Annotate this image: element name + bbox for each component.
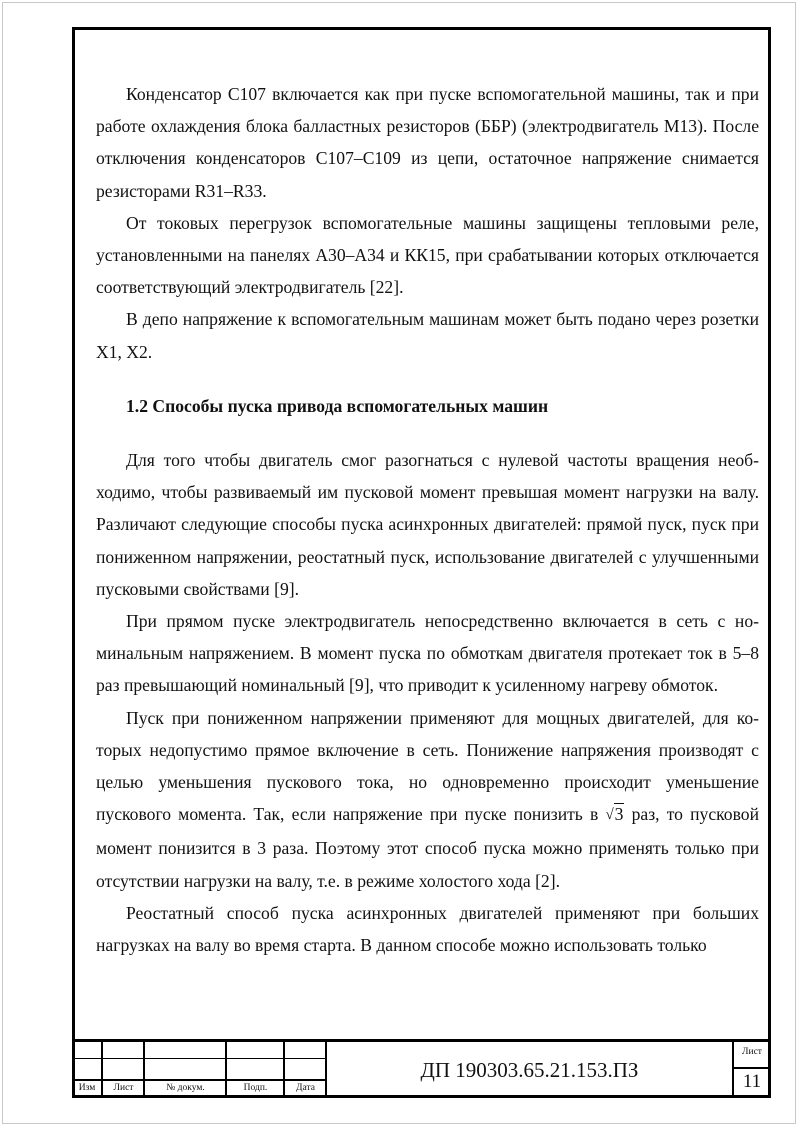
paragraph: Реостатный способ пуска асинхронных двигателей применяют при больших нагрузках на валу во время старта. В данном способе можно использовать только xyxy=(96,902,759,956)
col-label-date: Дата xyxy=(296,1083,315,1093)
page-body xyxy=(96,78,759,961)
section-heading: 1.2 Способы пуска привода вспомогательных машин xyxy=(126,395,549,416)
paragraph: От токовых перегрузок вспомогательные машины защищены тепловыми реле, установленными на панелях А30–А34 и КК15, при срабатывании которых отключается соответствующий электродвигатель [22]. xyxy=(96,212,759,298)
title-block xyxy=(72,1039,771,1098)
radicand: 3 xyxy=(614,804,624,825)
sheet-number: 11 xyxy=(742,1071,762,1092)
paragraph-text: Пуск при пониженном напряжении применяют для мощных двигателей, для которых недопустимо прямое включение в сеть. Понижение напряжения производят с целью уменьшения пускового тока, но одновременно происходит уменьшение пускового момента. Так, если напряжение при пуске понизить в xyxy=(96,707,759,825)
sheet-cell-divider xyxy=(733,1067,771,1069)
title-block-row-line xyxy=(72,1058,326,1059)
paragraph: При прямом пуске электродвигатель непосредственно включается в сеть с номинальным напряжением. В момент пуска по обмоткам двигателя протекает ток в 5–8 раз превышающий номинальный [9], что приводит к усиленному нагреву обмоток. xyxy=(96,611,759,696)
col-label-izm: Изм xyxy=(78,1083,96,1093)
paragraph-text: раз, то пусковой момент понизится в 3 раза. Поэтому этот способ пуска можно применять только при отсутствии нагрузки на валу, т.е. в режиме холостого хода [2]. xyxy=(96,804,759,891)
col-label-list: Лист xyxy=(113,1083,134,1093)
paragraph: В депо напряжение к вспомогательным машинам может быть подано через розетки Х1, Х2. xyxy=(96,309,759,362)
paragraph: Для того чтобы двигатель смог разогнаться с нулевой частоты вращения необходимо, чтобы развиваемый им пусковой момент превышая момент нагрузки на валу. Различают следующие способы пуска асинхронных двигателей: прямой пуск, пуск при пониженном напряжении, реостатный пуск, использование двигателей с улучшенными пусковыми свойствами [9]. xyxy=(96,450,759,599)
radical-sign: √ xyxy=(605,807,614,824)
sheet-label: Лист xyxy=(742,1047,762,1057)
title-block-row-line xyxy=(72,1079,326,1081)
document-code: ДП 190303.65.21.153.ПЗ xyxy=(420,1058,639,1082)
sqrt-formula xyxy=(605,804,624,824)
paragraph-with-formula xyxy=(96,702,759,897)
paragraph: Конденсатор С107 включается как при пуске вспомогательной машины, так и при работе охлаждения блока балластных резисторов (ББР) (электродвигатель М13). После отключения конденсаторов С107–С109 из цепи, остаточное напряжение снимается резисторами R31–R33. xyxy=(96,84,759,201)
col-label-signature: Подп. xyxy=(243,1083,268,1093)
col-label-doc-number: № докум. xyxy=(166,1083,205,1093)
